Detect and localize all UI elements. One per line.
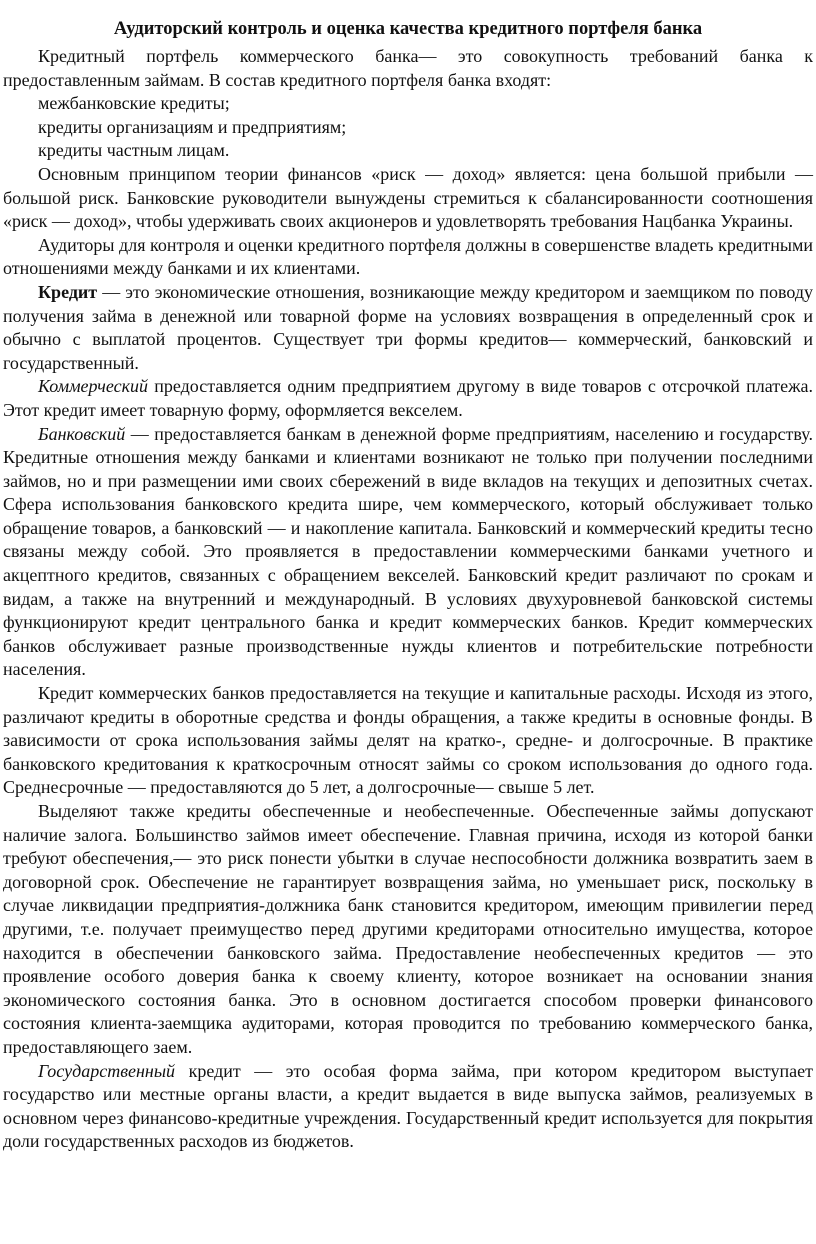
secured-paragraph: Выделяют также кредиты обеспеченные и необеспеченные. Обеспеченные займы допускают наличие залога. Большинство займов имеет обеспечение. Главная причина, исходя из которой банки требуют обеспечения,— это риск понести убытки в случае неспособности должника возвратить заем в договорной срок. Обеспечение не гарантирует возвращения займа, но уменьшает риск, поскольку в случае ликвидации предприятия-должника банк становится кредитором, имеющим привилегии перед другими, т.е. получает преимущество перед другими кредиторами относительно имущества, которое находится в обеспечении банковского займа. Предоставление необеспеченных кредитов — это проявление особого доверия банка к своему клиенту, которое возникает на основании знания экономического состояния банка. Это в основном достигается способом проверки финансового состояния клиента-заемщика аудиторами, которая проводится по требованию коммерческого банка, предоставляющего заем. bbox=[3, 801, 813, 1057]
credit-text: — это экономические отношения, возникающие между кредитором и заемщиком по поводу получения займа в денежной или товарной форме на условиях возвращения в определенный срок и обычно с выплатой процентов. Существует три формы кредитов— коммерческий, банковский и государственный. bbox=[3, 281, 813, 373]
credit-term: Кредит bbox=[38, 281, 98, 302]
list-item-individuals: кредиты частным лицам. bbox=[38, 140, 230, 161]
banking-paragraph bbox=[3, 423, 813, 683]
terms-paragraph: Кредит коммерческих банков предоставляется на текущие и капитальные расходы. Исходя из этого, различают кредиты в оборотные средства и фонды обращения, а также кредиты в основные фонды. В зависимости от срока использования займы делят на кратко-, средне- и долгосрочные. В практике банковского кредитования к краткосрочным относят займы со сроком использования до одного года. Среднесрочные — предоставляются до 5 лет, а долгосрочные— свыше 5 лет. bbox=[3, 683, 813, 798]
auditors-paragraph: Аудиторы для контроля и оценки кредитного портфеля должны в совершенстве владеть кредитными отношениями между банками и их клиентами. bbox=[3, 234, 813, 279]
state-term: Государственный bbox=[38, 1060, 176, 1081]
list-item-interbank: межбанковские кредиты; bbox=[38, 93, 230, 114]
commercial-paragraph bbox=[3, 375, 813, 422]
state-paragraph bbox=[3, 1060, 813, 1154]
credit-paragraph bbox=[3, 281, 813, 375]
list-item-organizations: кредиты организациям и предприятиям; bbox=[38, 116, 347, 137]
intro-paragraph: Кредитный портфель коммерческого банка— это совокупность требований банка к предоставленным займам. В состав кредитного портфеля банка входят: bbox=[3, 46, 813, 90]
state-text: кредит — это особая форма займа, при котором кредитором выступает государство или местные органы власти, а кредит выдается в виде выпуска займов, реализуемых в основном через финансово-кредитные учреждения. Государственный кредит используется для покрытия доли государственных расходов из бюджетов. bbox=[3, 1060, 813, 1152]
risk-paragraph: Основным принципом теории финансов «риск — доход» является: цена большой прибыли — большой риск. Банковские руководители вынуждены стремиться к сбалансированности соотношения «риск — доход», чтобы удерживать своих акционеров и удовлетворять требования Нацбанка Украины. bbox=[3, 163, 813, 232]
banking-text: — предоставляется банкам в денежной форме предприятиям, населению и государству. Кредитные отношения между банками и клиентами возникают не только при получении последними займов, но и при размещении ими своих сбережений в виде вкладов на текущих и депозитных счетах. Сфера использования банковского кредита шире, чем коммерческого, который обслуживает только обращение товаров, а банковский — и накопление капитала. Банковский и коммерческий кредиты тесно связаны между собой. Это проявляется в предоставлении коммерческими банками учетного и акцептного кредитов, связанных с обращением векселей. Банковский кредит различают по срокам и видам, а также на внутренний и международный. В условиях двухуровневой банковской системы функционируют кредит центрального банка и кредит коммерческих банков. Кредит коммерческих банков обслуживает разные производственные нужды клиентов и потребительские потребности населения. bbox=[3, 423, 813, 680]
document-title: Аудиторский контроль и оценка качества кредитного портфеля банка bbox=[113, 19, 703, 39]
commercial-text: предоставляется одним предприятием другому в виде товаров с отсрочкой платежа. Этот кредит имеет товарную форму, оформляется векселем. bbox=[3, 376, 813, 420]
commercial-term: Коммерческий bbox=[38, 376, 149, 397]
banking-term: Банковский bbox=[38, 423, 126, 444]
